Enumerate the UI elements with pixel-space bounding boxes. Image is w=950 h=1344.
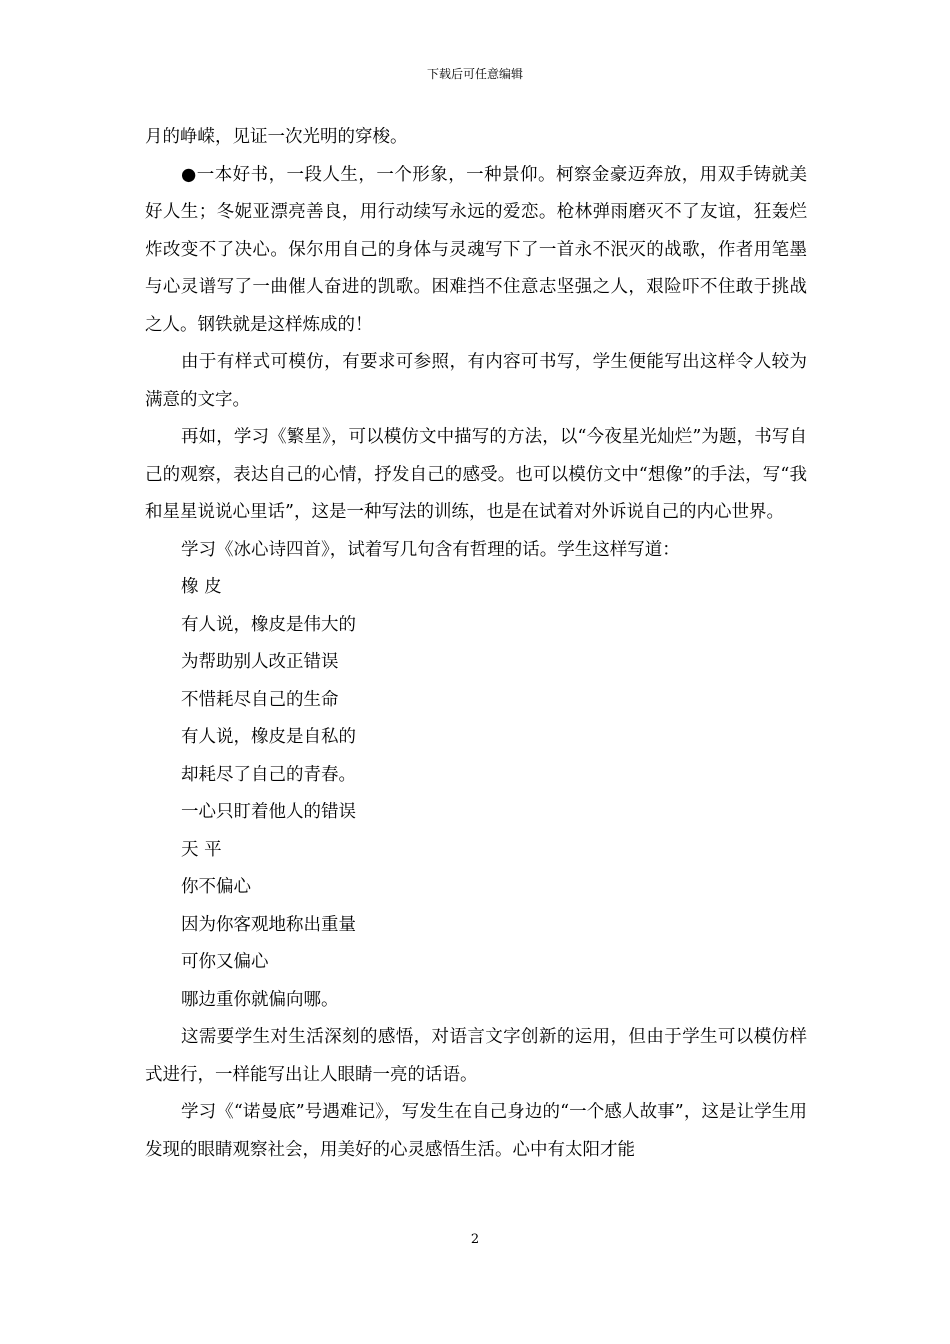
poem-title: 天 平 [181,839,222,860]
document-body [145,119,807,1169]
poem-line: 哪边重你就偏向哪。 [181,989,339,1010]
paragraph: 这需要学生对生活深刻的感悟，对语言文字创新的运用，但由于学生可以模仿样式进行，一样能写出让人眼睛一亮的话语。 [145,1027,807,1085]
poem-line: 可你又偏心 [181,952,269,972]
poem-line: 为帮助别人改正错误 [181,652,339,672]
poem-line: 却耗尽了自己的青春。 [181,764,356,785]
poem-line: 一心只盯着他人的错误 [181,802,356,822]
poem-line: 有人说，橡皮是自私的 [181,727,356,747]
poem-line: 因为你客观地称出重量 [181,914,356,935]
page-header: 下载后可任意编辑 [426,67,523,81]
paragraph: 由于有样式可模仿，有要求可参照，有内容可书写，学生便能写出这样令人较为满意的文字。 [145,352,807,410]
poem-line: 不惜耗尽自己的生命 [181,689,339,710]
paragraph: 再如，学习《繁星》，可以模仿文中描写的方法，以“今夜星光灿烂”为题，书写自己的观察，表达自己的心情，抒发自己的感受。也可以模仿文中“想像”的手法，写“我和星星说说心里话”，这是一种写法的训练，也是在试着对外诉说自己的内心世界。 [145,427,807,522]
paragraph: ●一本好书，一段人生，一个形象，一种景仰。柯察金豪迈奔放，用双手铸就美好人生；冬妮亚漂亮善良，用行动续写永远的爱恋。枪林弹雨磨灭不了友谊，狂轰烂炸改变不了决心。保尔用自己的身体与灵魂写下了一首永不泯灭的战歌，作者用笔墨与心灵谱写了一曲催人奋进的凯歌。困难挡不住意志坚强之人，艰险吓不住敢于挑战之人。钢铁就是这样炼成的！ [145,164,807,335]
page-number: 2 [470,1232,480,1247]
poem-line: 你不偏心 [181,877,251,897]
paragraph: 学习《“诺曼底”号遇难记》，写发生在自己身边的“一个感人故事”，这是让学生用发现的眼睛观察社会，用美好的心灵感悟生活。心中有太阳才能 [145,1102,807,1160]
poem-title: 橡 皮 [181,577,222,597]
poem-line: 有人说，橡皮是伟大的 [181,614,356,635]
paragraph: 月的峥嵘，见证一次光明的穿梭。 [145,127,408,147]
paragraph: 学习《冰心诗四首》，试着写几句含有哲理的话。学生这样写道： [181,539,680,560]
